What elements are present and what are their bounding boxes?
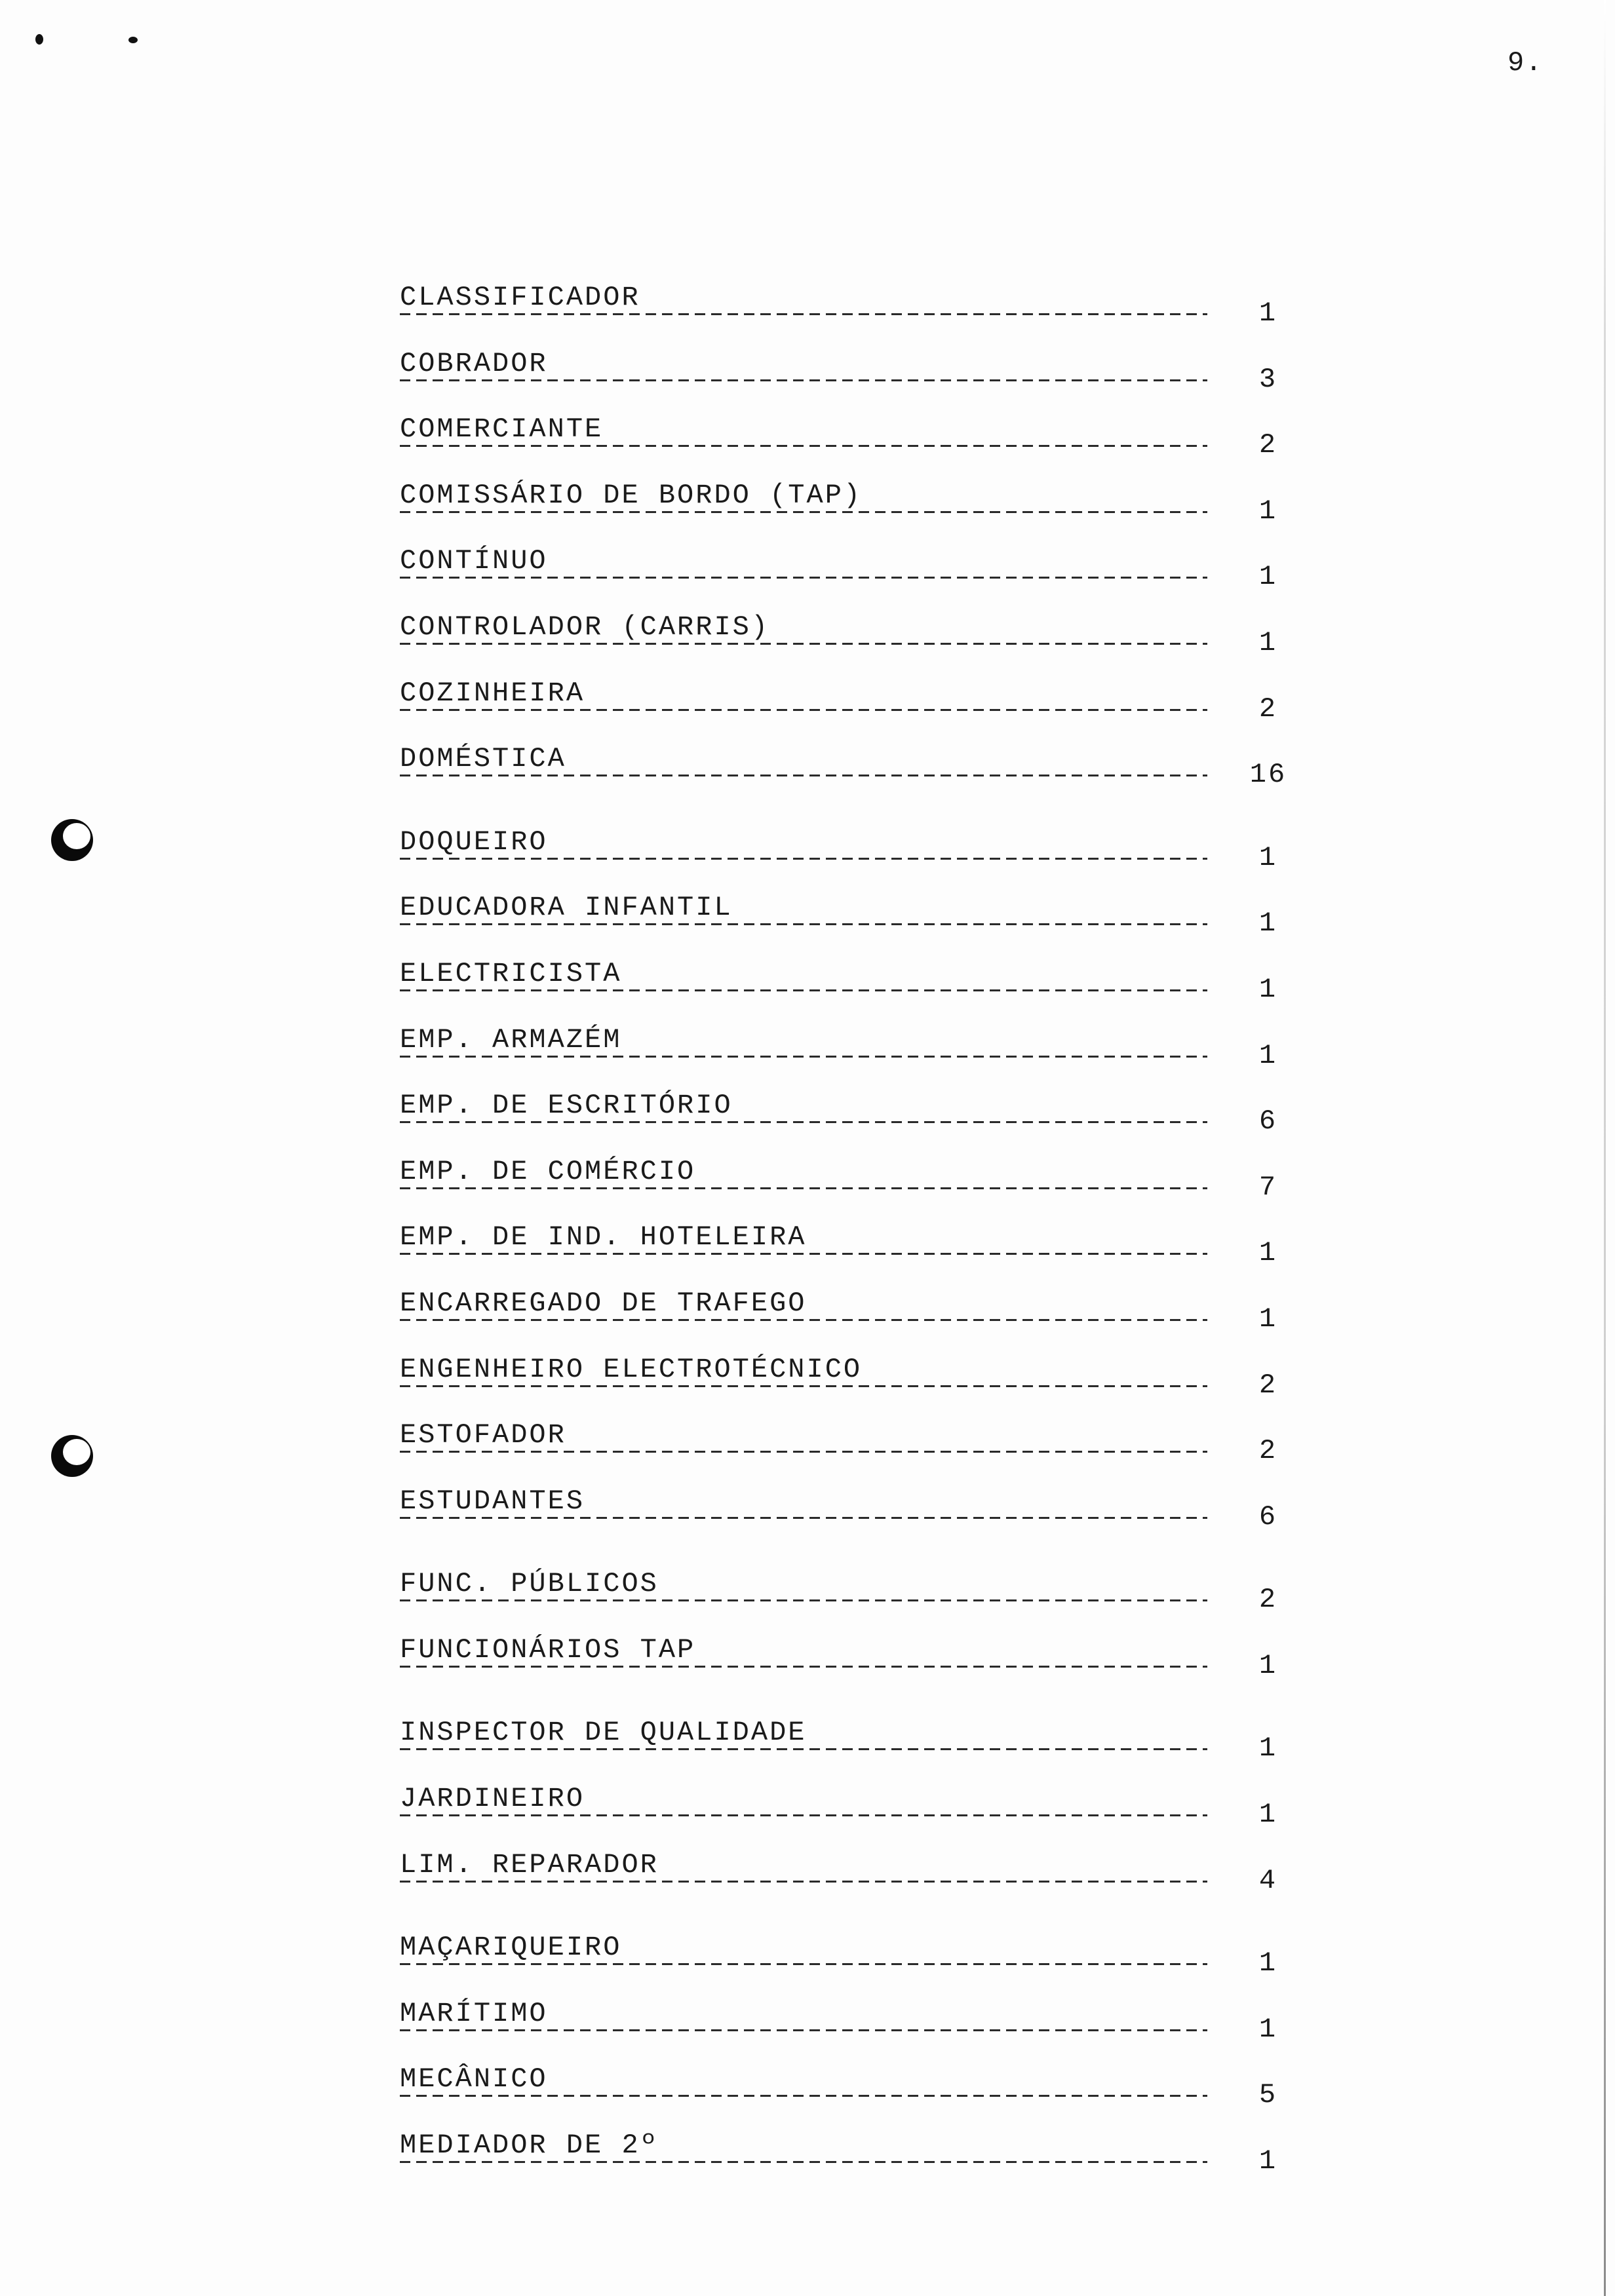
list-item xyxy=(400,413,1304,480)
list-item xyxy=(400,1717,1304,1783)
dotted-leader xyxy=(400,1187,1207,1189)
page-number: 9. xyxy=(1508,47,1544,79)
list-item xyxy=(400,1156,1304,1222)
dotted-leader xyxy=(400,643,1207,645)
list-item xyxy=(400,1090,1304,1156)
list-item xyxy=(400,826,1304,892)
occupation-count: 1 xyxy=(1258,1039,1278,1071)
occupation-count: 2 xyxy=(1258,1369,1278,1401)
dotted-leader xyxy=(400,1253,1207,1255)
occupation-count: 1 xyxy=(1258,1947,1278,1980)
dotted-leader xyxy=(400,1881,1207,1883)
dotted-leader xyxy=(400,1748,1207,1750)
list-item xyxy=(400,958,1304,1024)
occupation-label: CONTÍNUO xyxy=(400,545,564,577)
occupation-count: 1 xyxy=(1258,626,1278,659)
occupation-label: MECÂNICO xyxy=(400,2063,564,2095)
occupation-count: 1 xyxy=(1258,1732,1278,1765)
dotted-leader xyxy=(400,1056,1207,1058)
list-item xyxy=(400,545,1304,611)
occupation-count: 1 xyxy=(1258,1649,1278,1681)
list-item xyxy=(400,892,1304,958)
occupation-label: MAÇARIQUEIRO xyxy=(400,1932,637,1963)
occupation-count: 1 xyxy=(1258,1237,1278,1269)
dotted-leader xyxy=(400,577,1207,579)
dotted-leader xyxy=(400,2029,1207,2031)
list-item xyxy=(400,1849,1304,1915)
occupation-count: 3 xyxy=(1258,363,1278,395)
occupation-label: EMP. DE ESCRITÓRIO xyxy=(400,1090,749,1121)
occupation-label: DOQUEIRO xyxy=(400,826,564,858)
occupation-label: EDUCADORA INFANTIL xyxy=(400,892,749,923)
occupation-label: CLASSIFICADOR xyxy=(400,282,656,313)
occupation-label: JARDINEIRO xyxy=(400,1783,600,1814)
occupation-label: EMP. DE IND. HOTELEIRA xyxy=(400,1221,823,1253)
punch-hole xyxy=(51,819,93,861)
occupation-count: 1 xyxy=(1258,561,1278,593)
dotted-leader xyxy=(400,313,1207,315)
occupation-count: 2 xyxy=(1258,1584,1278,1616)
list-item xyxy=(400,1419,1304,1485)
occupation-label: MEDIADOR DE 2º xyxy=(400,2130,674,2161)
dotted-leader xyxy=(400,1814,1207,1816)
dotted-leader xyxy=(400,511,1207,513)
occupation-label: ENGENHEIRO ELECTROTÉCNICO xyxy=(400,1354,878,1385)
occupation-count: 6 xyxy=(1258,1501,1278,1533)
occupation-count: 1 xyxy=(1258,2145,1278,2177)
list-item xyxy=(400,2130,1304,2196)
list-item xyxy=(400,348,1304,414)
dotted-leader xyxy=(400,445,1207,447)
list-item xyxy=(400,1634,1304,1700)
occupation-count: 1 xyxy=(1258,1303,1278,1335)
dotted-leader xyxy=(400,1451,1207,1453)
occupation-count: 7 xyxy=(1258,1171,1278,1203)
list-item xyxy=(400,678,1304,744)
dotted-leader xyxy=(400,1121,1207,1123)
scan-speck xyxy=(35,34,43,45)
occupation-label: COZINHEIRA xyxy=(400,678,600,709)
dotted-leader xyxy=(400,1599,1207,1601)
list-item xyxy=(400,1568,1304,1634)
occupation-count: 6 xyxy=(1258,1105,1278,1138)
dotted-leader xyxy=(400,1385,1207,1387)
list-item xyxy=(400,1485,1304,1552)
list-item xyxy=(400,480,1304,546)
dotted-leader xyxy=(400,923,1207,925)
dotted-leader xyxy=(400,858,1207,860)
occupation-count: 1 xyxy=(1258,908,1278,940)
page-edge-shadow xyxy=(1604,0,1606,2296)
occupation-label: DOMÉSTICA xyxy=(400,743,582,775)
list-item xyxy=(400,611,1304,678)
occupation-label: INSPECTOR DE QUALIDADE xyxy=(400,1717,823,1748)
dotted-leader xyxy=(400,1666,1207,1668)
occupation-count: 1 xyxy=(1258,973,1278,1005)
occupation-label: CONTROLADOR (CARRIS) xyxy=(400,611,785,643)
occupation-count: 16 xyxy=(1249,759,1287,791)
occupation-list xyxy=(400,282,1304,2196)
occupation-count: 5 xyxy=(1258,2079,1278,2111)
occupation-label: ELECTRICISTA xyxy=(400,958,637,989)
list-item xyxy=(400,1288,1304,1354)
occupation-count: 2 xyxy=(1258,693,1278,725)
list-item xyxy=(400,1932,1304,1998)
dotted-leader xyxy=(400,1319,1207,1321)
scan-speck xyxy=(128,37,138,43)
dotted-leader xyxy=(400,709,1207,711)
occupation-label: LIM. REPARADOR xyxy=(400,1849,674,1881)
list-item xyxy=(400,2063,1304,2130)
dotted-leader xyxy=(400,2095,1207,2097)
occupation-label: COMERCIANTE xyxy=(400,413,619,445)
list-item xyxy=(400,1783,1304,1849)
dotted-leader xyxy=(400,379,1207,381)
occupation-label: ESTOFADOR xyxy=(400,1419,582,1451)
occupation-count: 4 xyxy=(1258,1864,1278,1896)
occupation-label: FUNC. PÚBLICOS xyxy=(400,1568,674,1599)
occupation-label: COMISSÁRIO DE BORDO (TAP) xyxy=(400,480,878,511)
occupation-count: 1 xyxy=(1258,2013,1278,2045)
occupation-count: 1 xyxy=(1258,495,1278,527)
dotted-leader xyxy=(400,1963,1207,1965)
occupation-count: 1 xyxy=(1258,297,1278,329)
dotted-leader xyxy=(400,989,1207,991)
list-item xyxy=(400,282,1304,348)
list-item xyxy=(400,1024,1304,1090)
dotted-leader xyxy=(400,775,1207,776)
occupation-count: 2 xyxy=(1258,1435,1278,1467)
occupation-count: 1 xyxy=(1258,841,1278,873)
occupation-label: EMP. ARMAZÉM xyxy=(400,1024,637,1056)
occupation-label: ESTUDANTES xyxy=(400,1485,600,1517)
occupation-label: FUNCIONÁRIOS TAP xyxy=(400,1634,711,1666)
occupation-label: COBRADOR xyxy=(400,348,564,379)
occupation-label: EMP. DE COMÉRCIO xyxy=(400,1156,711,1187)
punch-hole xyxy=(51,1435,93,1477)
list-item xyxy=(400,1998,1304,2064)
occupation-count: 2 xyxy=(1258,429,1278,461)
dotted-leader xyxy=(400,2161,1207,2163)
occupation-label: ENCARREGADO DE TRAFEGO xyxy=(400,1288,823,1319)
list-item xyxy=(400,1221,1304,1288)
dotted-leader xyxy=(400,1517,1207,1519)
occupation-label: MARÍTIMO xyxy=(400,1998,564,2029)
occupation-count: 1 xyxy=(1258,1799,1278,1831)
list-item xyxy=(400,743,1304,809)
list-item xyxy=(400,1354,1304,1420)
